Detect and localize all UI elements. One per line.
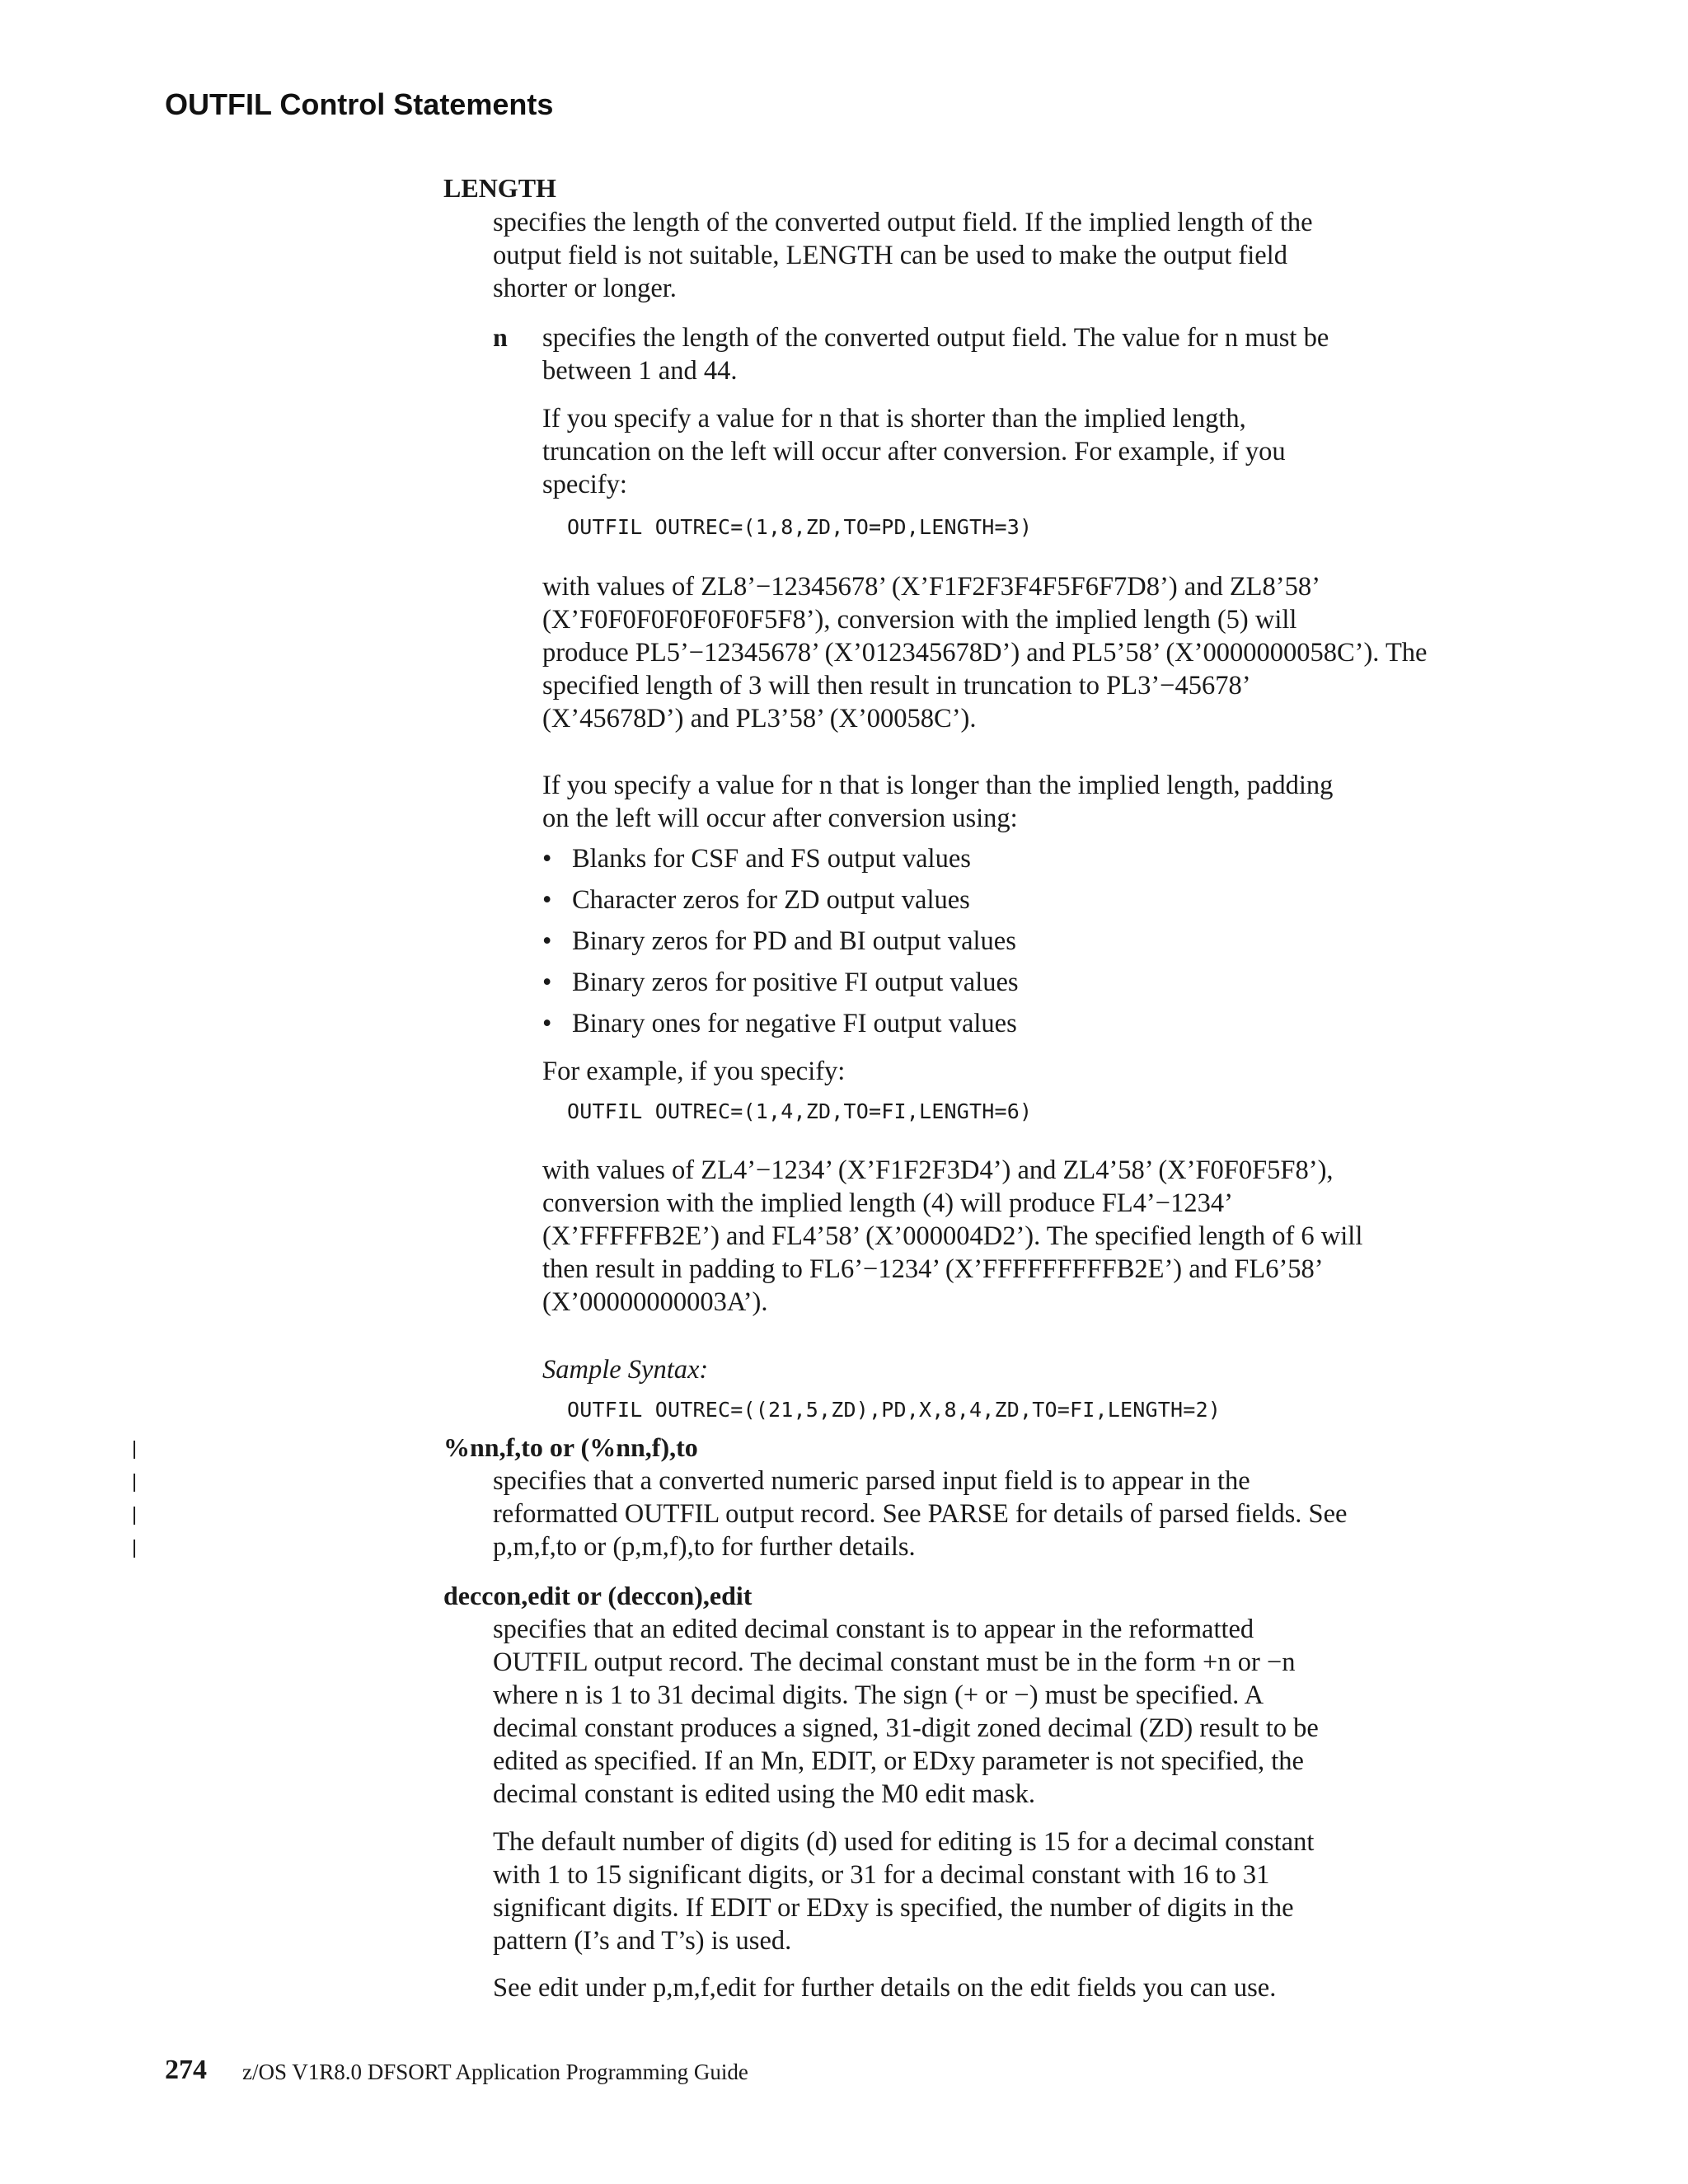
list-item: • Binary ones for negative FI output values bbox=[542, 1009, 1017, 1038]
n-term: n bbox=[493, 322, 508, 352]
shorter-paragraph: If you specify a value for n that is shorter than the implied length, truncation on the left will occur after conversion. For example, if you specify: bbox=[542, 404, 1286, 499]
pct-term: %nn,f,to or (%nn,f),to bbox=[443, 1432, 698, 1462]
list-item: • Character zeros for ZD output values bbox=[542, 885, 970, 915]
longer-paragraph: If you specify a value for n that is longer than the implied length, padding on the left will occur after conversion using: bbox=[542, 771, 1334, 833]
length-description: specifies the length of the converted output field. If the implied length of the output field is not suitable, LENGTH can be used to make the output field shorter or longer. bbox=[493, 208, 1313, 303]
deccon-default-digits: The default number of digits (d) used for editing is 15 for a decimal constant with 1 to 15 significant digits, or 31 for a decimal constant with 16 to 31 significant digits. If EDIT or EDxy is specified, the number of digits in the pattern (I’s and T’s) is used. bbox=[493, 1827, 1315, 1956]
truncation-result: with values of ZL8’−12345678’ (X’F1F2F3F4F5F6F7D8’) and ZL8’58’ (X’F0F0F0F0F0F0F5F8’), conversion with the implied length (5) will produce PL5’−12345678’ (X’012345678D’) and PL5’58’ (X’0000000058C’). The specified length of 3 will then result in truncation to PL3’−45678’ (X’45678D’) and PL3’58’ (X’00058C’). bbox=[542, 572, 1428, 733]
list-item: • Blanks for CSF and FS output values bbox=[542, 844, 971, 874]
pct-description: specifies that a converted numeric parsed input field is to appear in the reformatted OUTFIL output record. See PARSE for details of parsed fields. See p,m,f,to or (p,m,f),to for further details. bbox=[493, 1466, 1348, 1562]
book-title: z/OS V1R8.0 DFSORT Application Programming Guide bbox=[242, 2060, 748, 2084]
code-example-3: OUTFIL OUTREC=((21,5,ZD),PD,X,8,4,ZD,TO=FI,LENGTH=2) bbox=[567, 1398, 1221, 1422]
revision-bar bbox=[134, 1474, 135, 1492]
revision-bar bbox=[134, 1507, 135, 1525]
section-title: OUTFIL Control Statements bbox=[165, 87, 554, 121]
length-term: LENGTH bbox=[443, 173, 556, 203]
list-item: • Binary zeros for PD and BI output values bbox=[542, 926, 1016, 956]
example-intro: For example, if you specify: bbox=[542, 1057, 846, 1086]
code-example-2: OUTFIL OUTREC=(1,4,ZD,TO=FI,LENGTH=6) bbox=[567, 1099, 1033, 1123]
page-number: 274 bbox=[165, 2055, 207, 2085]
sample-syntax-label: Sample Syntax: bbox=[542, 1355, 709, 1385]
deccon-see-also: See edit under p,m,f,edit for further details on the edit fields you can use. bbox=[493, 1973, 1277, 2003]
padding-result: with values of ZL4’−1234’ (X’F1F2F3D4’) and ZL4’58’ (X’F0F0F5F8’), conversion with the implied length (4) will produce FL4’−1234’ (X’FFFFFB2E’) and FL4’58’ (X’000004D2’). The specified length of 6 will then result in padding to FL6’−1234’ (X’FFFFFFFFFB2E’) and FL6’58’ (X’00000000003A’). bbox=[542, 1155, 1363, 1317]
list-item: • Binary zeros for positive FI output values bbox=[542, 968, 1019, 997]
padding-list bbox=[542, 842, 1019, 1048]
revision-bar bbox=[134, 1441, 135, 1459]
code-example-1: OUTFIL OUTREC=(1,8,ZD,TO=PD,LENGTH=3) bbox=[567, 515, 1033, 539]
deccon-term: deccon,edit or (deccon),edit bbox=[443, 1581, 753, 1610]
n-description: specifies the length of the converted output field. The value for n must be between 1 and 44. bbox=[542, 323, 1329, 386]
revision-bar bbox=[134, 1540, 135, 1558]
deccon-description: specifies that an edited decimal constant is to appear in the reformatted OUTFIL output record. The decimal constant must be in the form +n or −n where n is 1 to 31 decimal digits. The sign (+ or −) must be specified. A decimal constant produces a signed, 31-digit zoned decimal (ZD) result to be edited as specified. If an Mn, EDIT, or EDxy parameter is not specified, the decimal constant is edited using the M0 edit mask. bbox=[493, 1615, 1319, 1809]
